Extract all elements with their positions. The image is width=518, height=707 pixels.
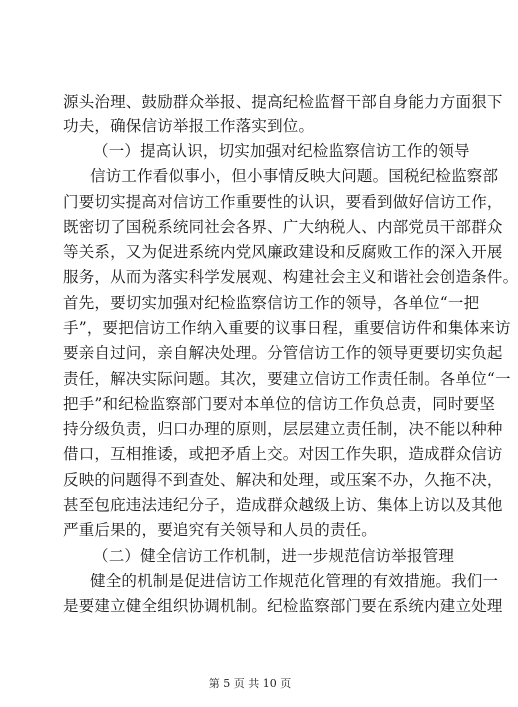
body-text-line: 责任，解决实际问题。其次，要建立信访工作责任制。各单位“一 [63, 370, 511, 388]
body-text-line: 服务，从而为落实科学发展观、构建社会主义和谐社会创造条件。 [63, 268, 518, 286]
body-text-line: 健全的机制是促进信访工作规范化管理的有效措施。我们一 [90, 572, 499, 590]
body-text-line: 源头治理、鼓励群众举报、提高纪检监督干部自身能力方面狠下 [63, 93, 503, 111]
section-heading-2: （二）健全信访工作机制，进一步规范信访举报管理 [93, 547, 455, 565]
section-heading-1: （一）提高认识，切实加强对纪检监察信访工作的领导 [93, 142, 470, 160]
body-text-line: 信访工作看似事小，但小事情反映大问题。国税纪检监察部 [90, 167, 499, 185]
body-text-line: 功夫，确保信访举报工作落实到位。 [63, 117, 315, 135]
body-text-line: 门要切实提高对信访工作重要性的认识，要看到做好信访工作， [63, 193, 503, 211]
body-text-line: 要亲自过问，亲自解决处理。分管信访工作的领导更要切实负起 [63, 344, 503, 362]
body-text-line: 把手”和纪检监察部门要对本单位的信访工作负总责，同时要坚 [63, 395, 496, 413]
body-text-line: 反映的问题得不到查处、解决和处理，或压案不办，久拖不决， [63, 471, 503, 489]
body-text-line: 严重后果的，要追究有关领导和人员的责任。 [63, 521, 378, 539]
body-text-line: 等关系，又为促进系统内党风廉政建设和反腐败工作的深入开展 [63, 243, 503, 261]
body-text-line: 既密切了国税系统同社会各界、广大纳税人、内部党员干部群众 [63, 218, 503, 236]
body-text-line: 借口，互相推诿，或把矛盾上交。对因工作失职，造成群众信访 [63, 445, 503, 463]
body-text-line: 首先，要切实加强对纪检监察信访工作的领导，各单位“一把 [63, 294, 480, 312]
page-footer: 第 5 页 共 10 页 [208, 677, 292, 690]
body-text-line: 甚至包庇违法违纪分子，造成群众越级上访、集体上访以及其他 [63, 496, 503, 514]
body-text-line: 手”，要把信访工作纳入重要的议事日程，重要信访件和集体来访 [63, 319, 511, 337]
body-text-line: 是要建立健全组织协调机制。纪检监察部门要在系统内建立处理 [63, 597, 503, 615]
body-text-line: 持分级负责，归口办理的原则，层层建立责任制，决不能以种种 [63, 420, 503, 438]
